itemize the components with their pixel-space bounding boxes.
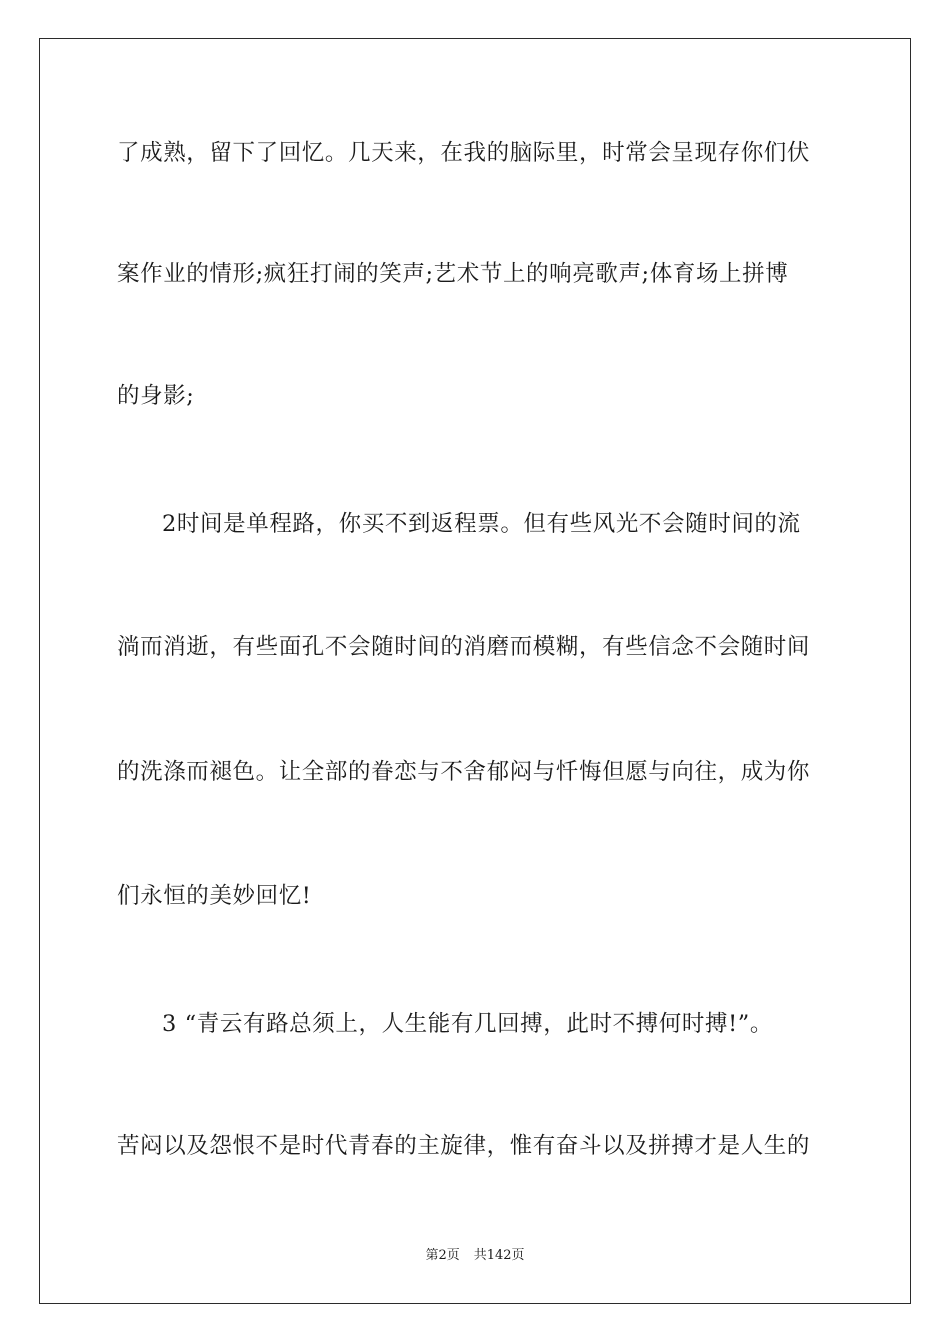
page-number: 第2页 xyxy=(425,1248,460,1263)
text-line-7: 们永恒的美妙回忆! xyxy=(117,883,312,909)
text-line-6: 的洗涤而褪色。让全部的眷恋与不舍郁闷与忏悔但愿与向往，成为你 xyxy=(117,759,811,785)
text-line-2: 案作业的情形;疯狂打闹的笑声;艺术节上的响亮歌声;体育场上拼博 xyxy=(117,261,789,287)
text-line-1: 了成熟，留下了回忆。几天来，在我的脑际里，时常会呈现存你们伏 xyxy=(117,140,811,166)
text-line-4-paragraph-2: 2时间是单程路，你买不到返程票。但有些风光不会随时间的流 xyxy=(162,511,801,537)
text-line-3: 的身影; xyxy=(117,383,195,409)
text-line-8-paragraph-3: 3 “青云有路总须上，人生能有几回搏，此时不搏何时搏!”。 xyxy=(162,1011,773,1037)
page-border xyxy=(39,38,911,1304)
text-line-5: 淌而消逝，有些面孔不会随时间的消磨而模糊，有些信念不会随时间 xyxy=(117,634,811,660)
total-pages: 共142页 xyxy=(473,1248,525,1263)
page-footer xyxy=(0,1247,950,1265)
text-line-9: 苦闷以及怨恨不是时代青春的主旋律，惟有奋斗以及拼搏才是人生的 xyxy=(117,1133,811,1159)
